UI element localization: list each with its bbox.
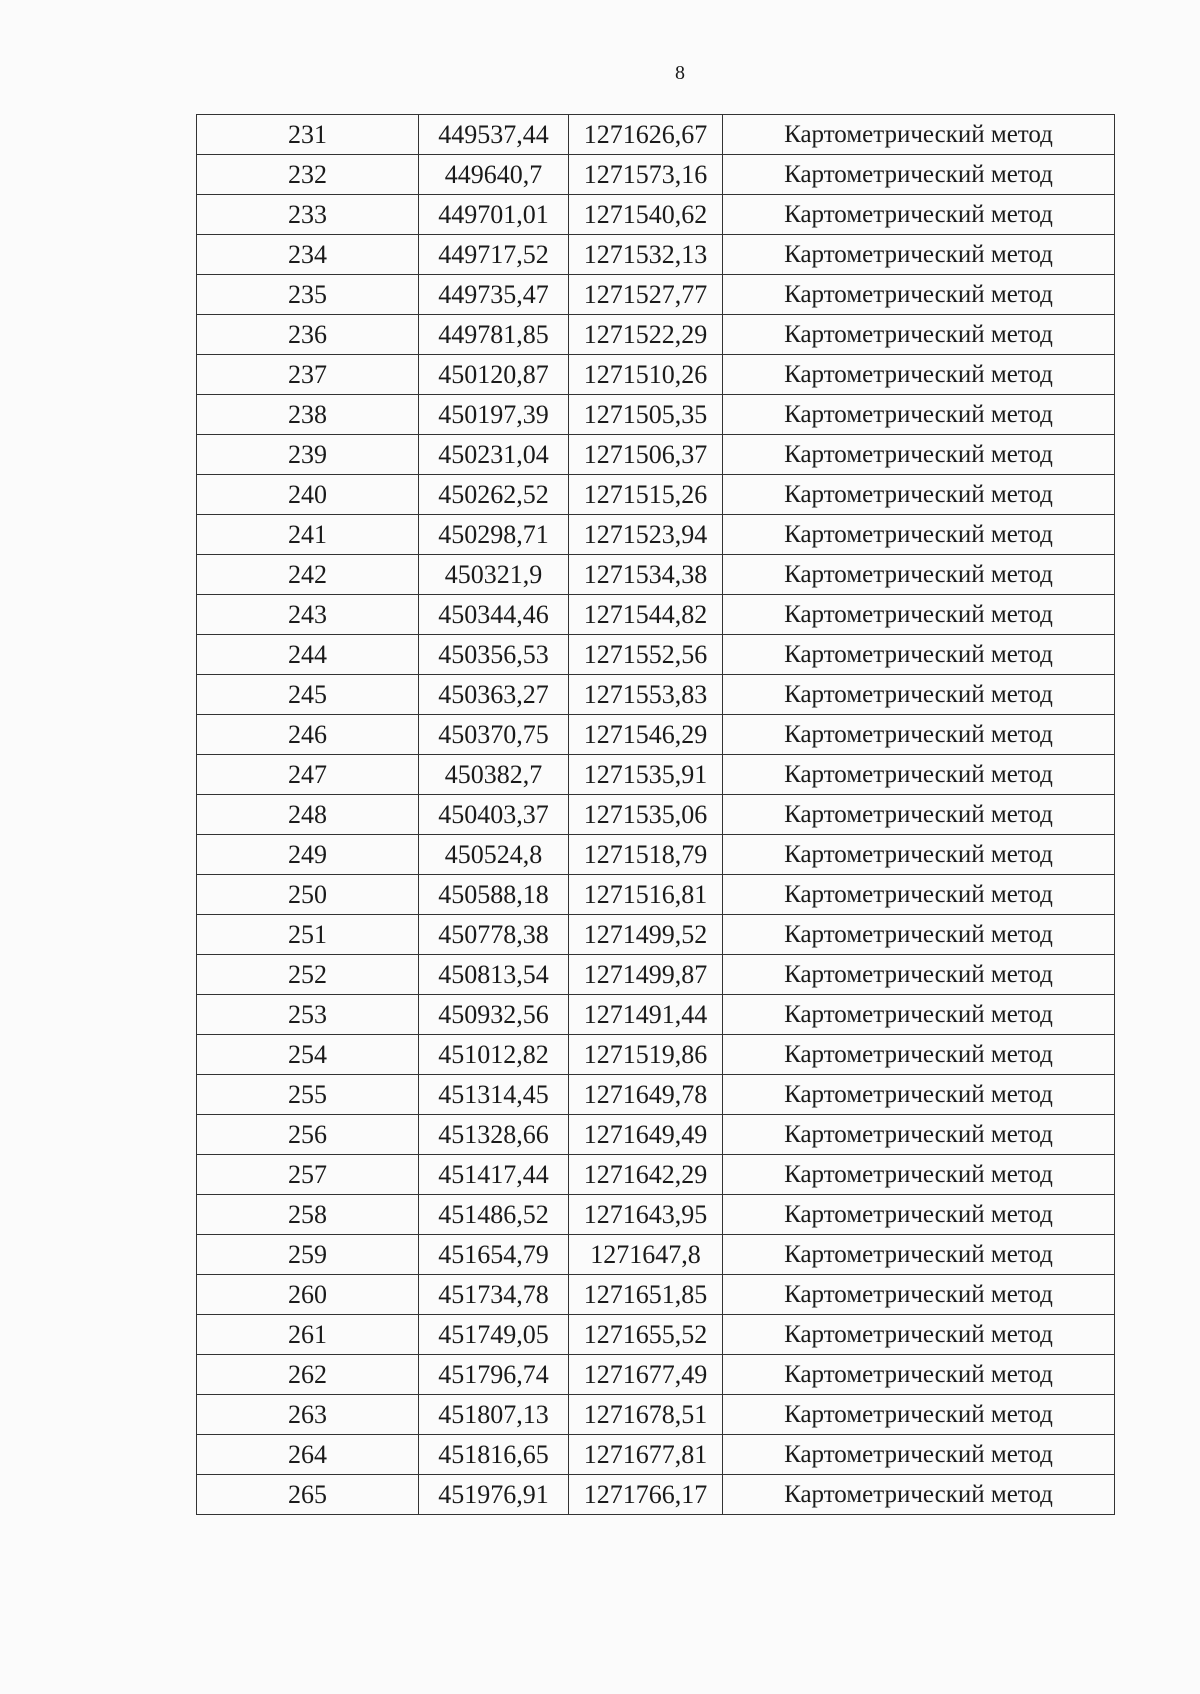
method-cell: Картометрический метод: [723, 875, 1115, 915]
method-cell: Картометрический метод: [723, 235, 1115, 275]
point-number-cell: 255: [197, 1075, 419, 1115]
y-coordinate-cell: 1271649,78: [569, 1075, 723, 1115]
point-number-cell: 231: [197, 115, 419, 155]
x-coordinate-cell: 450231,04: [419, 435, 569, 475]
y-coordinate-cell: 1271678,51: [569, 1395, 723, 1435]
y-coordinate-cell: 1271506,37: [569, 435, 723, 475]
y-coordinate-cell: 1271532,13: [569, 235, 723, 275]
point-number-cell: 243: [197, 595, 419, 635]
point-number-cell: 261: [197, 1315, 419, 1355]
x-coordinate-cell: 450524,8: [419, 835, 569, 875]
method-cell: Картометрический метод: [723, 1315, 1115, 1355]
y-coordinate-cell: 1271647,8: [569, 1235, 723, 1275]
y-coordinate-cell: 1271552,56: [569, 635, 723, 675]
x-coordinate-cell: 451976,91: [419, 1475, 569, 1515]
method-cell: Картометрический метод: [723, 1235, 1115, 1275]
x-coordinate-cell: 449735,47: [419, 275, 569, 315]
point-number-cell: 233: [197, 195, 419, 235]
x-coordinate-cell: 450382,7: [419, 755, 569, 795]
table-row: [197, 1435, 1115, 1475]
y-coordinate-cell: 1271522,29: [569, 315, 723, 355]
coordinates-table: [196, 114, 1115, 1515]
x-coordinate-cell: 449640,7: [419, 155, 569, 195]
table-row: [197, 1235, 1115, 1275]
x-coordinate-cell: 450932,56: [419, 995, 569, 1035]
table-row: [197, 915, 1115, 955]
point-number-cell: 244: [197, 635, 419, 675]
table-row: [197, 1075, 1115, 1115]
x-coordinate-cell: 451749,05: [419, 1315, 569, 1355]
point-number-cell: 245: [197, 675, 419, 715]
method-cell: Картометрический метод: [723, 1275, 1115, 1315]
x-coordinate-cell: 450262,52: [419, 475, 569, 515]
table-row: [197, 355, 1115, 395]
table-row: [197, 155, 1115, 195]
point-number-cell: 246: [197, 715, 419, 755]
y-coordinate-cell: 1271535,06: [569, 795, 723, 835]
x-coordinate-cell: 450588,18: [419, 875, 569, 915]
table-row: [197, 715, 1115, 755]
method-cell: Картометрический метод: [723, 1115, 1115, 1155]
y-coordinate-cell: 1271766,17: [569, 1475, 723, 1515]
method-cell: Картометрический метод: [723, 1395, 1115, 1435]
point-number-cell: 259: [197, 1235, 419, 1275]
y-coordinate-cell: 1271677,81: [569, 1435, 723, 1475]
x-coordinate-cell: 450197,39: [419, 395, 569, 435]
y-coordinate-cell: 1271642,29: [569, 1155, 723, 1195]
point-number-cell: 235: [197, 275, 419, 315]
table-row: [197, 1315, 1115, 1355]
x-coordinate-cell: 449701,01: [419, 195, 569, 235]
y-coordinate-cell: 1271516,81: [569, 875, 723, 915]
point-number-cell: 241: [197, 515, 419, 555]
x-coordinate-cell: 450403,37: [419, 795, 569, 835]
point-number-cell: 239: [197, 435, 419, 475]
point-number-cell: 236: [197, 315, 419, 355]
table-row: [197, 995, 1115, 1035]
x-coordinate-cell: 451486,52: [419, 1195, 569, 1235]
y-coordinate-cell: 1271515,26: [569, 475, 723, 515]
point-number-cell: 249: [197, 835, 419, 875]
y-coordinate-cell: 1271505,35: [569, 395, 723, 435]
method-cell: Картометрический метод: [723, 915, 1115, 955]
method-cell: Картометрический метод: [723, 1355, 1115, 1395]
y-coordinate-cell: 1271651,85: [569, 1275, 723, 1315]
y-coordinate-cell: 1271499,87: [569, 955, 723, 995]
point-number-cell: 260: [197, 1275, 419, 1315]
x-coordinate-cell: 451816,65: [419, 1435, 569, 1475]
method-cell: Картометрический метод: [723, 1475, 1115, 1515]
method-cell: Картометрический метод: [723, 515, 1115, 555]
x-coordinate-cell: 451734,78: [419, 1275, 569, 1315]
x-coordinate-cell: 450344,46: [419, 595, 569, 635]
x-coordinate-cell: 449781,85: [419, 315, 569, 355]
y-coordinate-cell: 1271519,86: [569, 1035, 723, 1075]
method-cell: Картометрический метод: [723, 595, 1115, 635]
x-coordinate-cell: 451796,74: [419, 1355, 569, 1395]
table-row: [197, 435, 1115, 475]
table-row: [197, 1155, 1115, 1195]
method-cell: Картометрический метод: [723, 835, 1115, 875]
point-number-cell: 247: [197, 755, 419, 795]
table-row: [197, 875, 1115, 915]
method-cell: Картометрический метод: [723, 555, 1115, 595]
y-coordinate-cell: 1271540,62: [569, 195, 723, 235]
y-coordinate-cell: 1271546,29: [569, 715, 723, 755]
table-row: [197, 835, 1115, 875]
table-row: [197, 475, 1115, 515]
x-coordinate-cell: 450120,87: [419, 355, 569, 395]
method-cell: Картометрический метод: [723, 195, 1115, 235]
table-row: [197, 1355, 1115, 1395]
point-number-cell: 234: [197, 235, 419, 275]
point-number-cell: 232: [197, 155, 419, 195]
method-cell: Картометрический метод: [723, 755, 1115, 795]
point-number-cell: 240: [197, 475, 419, 515]
point-number-cell: 238: [197, 395, 419, 435]
y-coordinate-cell: 1271491,44: [569, 995, 723, 1035]
page-number: 8: [675, 62, 685, 84]
table-row: [197, 1195, 1115, 1235]
method-cell: Картометрический метод: [723, 995, 1115, 1035]
table-row: [197, 675, 1115, 715]
x-coordinate-cell: 449717,52: [419, 235, 569, 275]
x-coordinate-cell: 449537,44: [419, 115, 569, 155]
point-number-cell: 263: [197, 1395, 419, 1435]
method-cell: Картометрический метод: [723, 275, 1115, 315]
x-coordinate-cell: 451328,66: [419, 1115, 569, 1155]
method-cell: Картометрический метод: [723, 435, 1115, 475]
method-cell: Картометрический метод: [723, 1035, 1115, 1075]
x-coordinate-cell: 450778,38: [419, 915, 569, 955]
table-row: [197, 275, 1115, 315]
point-number-cell: 258: [197, 1195, 419, 1235]
x-coordinate-cell: 450370,75: [419, 715, 569, 755]
y-coordinate-cell: 1271643,95: [569, 1195, 723, 1235]
method-cell: Картометрический метод: [723, 115, 1115, 155]
table-row: [197, 555, 1115, 595]
x-coordinate-cell: 451417,44: [419, 1155, 569, 1195]
table-row: [197, 1395, 1115, 1435]
table-row: [197, 595, 1115, 635]
point-number-cell: 265: [197, 1475, 419, 1515]
method-cell: Картометрический метод: [723, 155, 1115, 195]
y-coordinate-cell: 1271510,26: [569, 355, 723, 395]
y-coordinate-cell: 1271527,77: [569, 275, 723, 315]
x-coordinate-cell: 450321,9: [419, 555, 569, 595]
table-row: [197, 1475, 1115, 1515]
table-row: [197, 1115, 1115, 1155]
point-number-cell: 262: [197, 1355, 419, 1395]
y-coordinate-cell: 1271523,94: [569, 515, 723, 555]
y-coordinate-cell: 1271544,82: [569, 595, 723, 635]
x-coordinate-cell: 450298,71: [419, 515, 569, 555]
point-number-cell: 248: [197, 795, 419, 835]
table-row: [197, 235, 1115, 275]
x-coordinate-cell: 450813,54: [419, 955, 569, 995]
method-cell: Картометрический метод: [723, 395, 1115, 435]
y-coordinate-cell: 1271535,91: [569, 755, 723, 795]
method-cell: Картометрический метод: [723, 315, 1115, 355]
method-cell: Картометрический метод: [723, 635, 1115, 675]
method-cell: Картометрический метод: [723, 715, 1115, 755]
point-number-cell: 250: [197, 875, 419, 915]
y-coordinate-cell: 1271573,16: [569, 155, 723, 195]
y-coordinate-cell: 1271499,52: [569, 915, 723, 955]
point-number-cell: 253: [197, 995, 419, 1035]
method-cell: Картометрический метод: [723, 1435, 1115, 1475]
method-cell: Картометрический метод: [723, 675, 1115, 715]
y-coordinate-cell: 1271649,49: [569, 1115, 723, 1155]
x-coordinate-cell: 451314,45: [419, 1075, 569, 1115]
y-coordinate-cell: 1271553,83: [569, 675, 723, 715]
table-row: [197, 315, 1115, 355]
y-coordinate-cell: 1271677,49: [569, 1355, 723, 1395]
method-cell: Картометрический метод: [723, 1195, 1115, 1235]
method-cell: Картометрический метод: [723, 1155, 1115, 1195]
x-coordinate-cell: 450363,27: [419, 675, 569, 715]
table-row: [197, 1035, 1115, 1075]
table-row: [197, 955, 1115, 995]
table-row: [197, 1275, 1115, 1315]
point-number-cell: 264: [197, 1435, 419, 1475]
method-cell: Картометрический метод: [723, 1075, 1115, 1115]
point-number-cell: 254: [197, 1035, 419, 1075]
y-coordinate-cell: 1271534,38: [569, 555, 723, 595]
x-coordinate-cell: 451807,13: [419, 1395, 569, 1435]
point-number-cell: 252: [197, 955, 419, 995]
point-number-cell: 251: [197, 915, 419, 955]
method-cell: Картометрический метод: [723, 355, 1115, 395]
table-row: [197, 395, 1115, 435]
coordinates-table-body: [197, 115, 1115, 1515]
table-row: [197, 635, 1115, 675]
table-row: [197, 515, 1115, 555]
x-coordinate-cell: 450356,53: [419, 635, 569, 675]
method-cell: Картометрический метод: [723, 475, 1115, 515]
x-coordinate-cell: 451654,79: [419, 1235, 569, 1275]
y-coordinate-cell: 1271655,52: [569, 1315, 723, 1355]
point-number-cell: 237: [197, 355, 419, 395]
x-coordinate-cell: 451012,82: [419, 1035, 569, 1075]
y-coordinate-cell: 1271518,79: [569, 835, 723, 875]
point-number-cell: 257: [197, 1155, 419, 1195]
method-cell: Картометрический метод: [723, 955, 1115, 995]
table-row: [197, 795, 1115, 835]
y-coordinate-cell: 1271626,67: [569, 115, 723, 155]
table-row: [197, 115, 1115, 155]
method-cell: Картометрический метод: [723, 795, 1115, 835]
table-row: [197, 755, 1115, 795]
point-number-cell: 256: [197, 1115, 419, 1155]
point-number-cell: 242: [197, 555, 419, 595]
table-row: [197, 195, 1115, 235]
